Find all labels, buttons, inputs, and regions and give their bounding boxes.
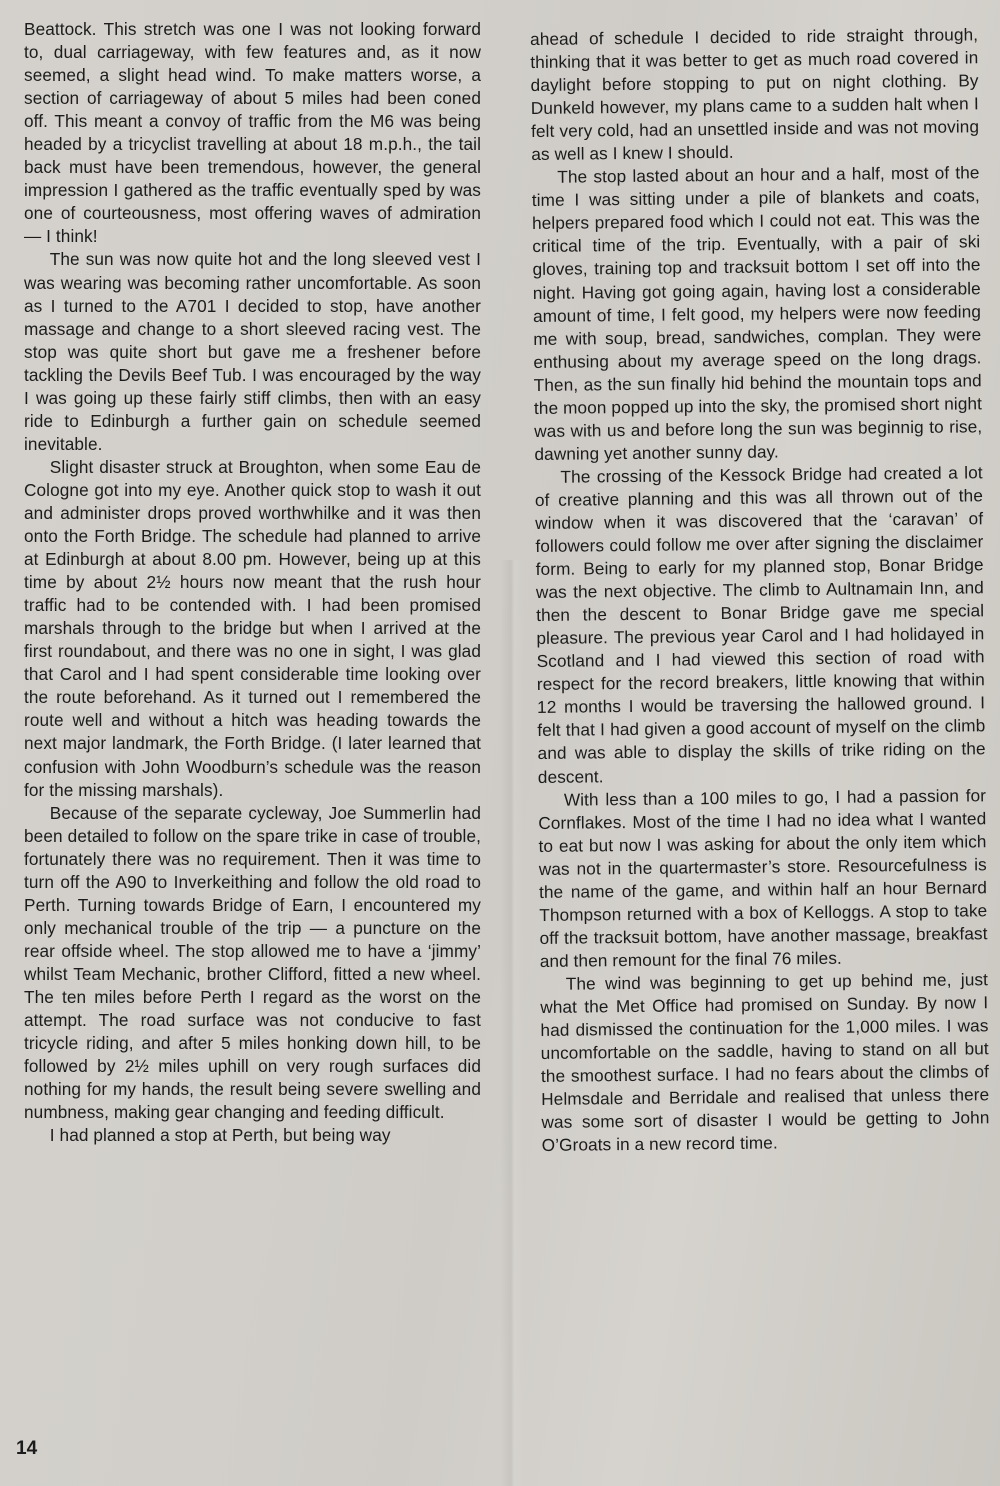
left-paragraph-1: Beattock. This stretch was one I was not looking forward to, dual carriageway, with few features and, as it now seemed, a slight head wind. To make matters worse, a section of carriageway of about 5 miles had been coned off. This meant a convoy of traffic from the M6 was being headed by a tricyclist travelling at about 18 m.p.h., the tail back must have been tremendous, however, the general impression I gathered as the traffic eventually sped by was one of courteousness, most offering waves of admiration — I think! <box>24 19 481 247</box>
right-paragraph-2: The stop lasted about an hour and a half, most of the time I was sitting under a pile of blankets and coats, helpers prepared food which I could not eat. This was the critical time of the trip. Eventually, with a pair of ski gloves, training top and tracksuit bottom I set off into the night. Having got going again, having lost a considerable amount of time, I felt good, my helpers were now feeding me with soup, bread, sandwiches, complan. They were enthusing about my average speed on the long drags. Then, as the sun finally hid behind the mountain tops and the moon popped up into the sky, the promised short night was with us and before long the sun was beginnig to rise, dawning yet another sunny day. <box>531 162 983 464</box>
page-number: 14 <box>16 1438 38 1459</box>
left-text-column <box>24 18 481 1147</box>
right-paragraph-5: The wind was beginning to get up behind me, just what the Met Office had promised on Sunday. By now I had dismissed the continuation for the 1,000 miles. I was uncomfortable on the saddle, having to stand on all but the smoothest surface. I had no fears about the climbs of Helmsdale and Berridale and realised that unless there was some sort of disaster I would be getting to John O’Groats in a new record time. <box>540 969 990 1156</box>
right-paragraph-4: With less than a 100 miles to go, I had a passion for Cornflakes. Most of the time I had no idea what I wanted to eat but now I was asking for about the only item which was not in the quartermaster’s store. Resourcefulness is the name of the game, and within half an hour Bernard Thompson returned with a box of Kelloggs. A stop to take off the tracksuit bottom, have another massage, breakfast and then remount for the final 76 miles. <box>538 784 988 971</box>
left-paragraph-4: Because of the separate cycleway, Joe Summerlin had been detailed to follow on the spare trike in case of trouble, fortunately there was no requirement. Then it was time to turn off the A90 to Inverkeithing and follow the old road to Perth. Turning towards Bridge of Earn, I encountered my only mechanical trouble of the trip — a puncture on the rear offside wheel. The stop allowed me to have a ‘jimmy’ whilst Team Mechanic, brother Clifford, fitted a new wheel. The ten miles before Perth I regard as the worst on the attempt. The road surface was not conducive to fast tricycle riding, and after 5 miles honking down hill, to be followed by 2½ miles uphill on very rough surfaces did nothing for my hands, the result being severe swelling and numbness, making gear changing and feeding difficult. <box>24 802 481 1123</box>
left-paragraph-5: I had planned a stop at Perth, but being way <box>49 1125 391 1146</box>
right-text-column <box>530 23 990 1157</box>
page-fold-crease <box>500 560 524 1486</box>
left-paragraph-3: Slight disaster struck at Broughton, when some Eau de Cologne got into my eye. Another quick stop to wash it out and administer drops proved worthwhilke and it was then onto the Forth Bridge. The schedule had planned to arrive at Edinburgh at about 8.00 pm. However, being up at this time by about 2½ hours now meant that the rush hour traffic had to be contended with. I had been promised marshals through to the bridge but when I arrived at the first roundabout, and there was no one in sight, I was glad that Carol and I had spent considerable time looking over the route beforehand. As it turned out I remembered the route well and without a hitch was heading towards the next major landmark, the Forth Bridge. (I later learned that confusion with John Woodburn’s schedule was the reason for the missing marshals). <box>24 456 481 800</box>
right-paragraph-3: The crossing of the Kessock Bridge had created a lot of creative planning and this was all thrown out of the window when it was discovered that the ‘caravan’ of followers could follow me over after signing the disclaimer form. Being to early for my planned stop, Bonar Bridge was the next objective. The climb to Aultnamain Inn, and then the descent to Bonar Bridge gave me special pleasure. The previous year Carol and I had holidayed in Scotland and I had viewed this section of road with respect for the record breakers, little knowing that within 12 months I would be traversing the hallowed ground. I felt that I had given a good account of myself on the climb and was able to display the skills of trike riding on the descent. <box>534 462 986 787</box>
left-paragraph-2: The sun was now quite hot and the long sleeved vest I was wearing was becoming rather uncomfortable. As soon as I turned to the A701 I decided to stop, have another massage and change to a short sleeved racing vest. The stop was quite short but gave me a freshener before tackling the Devils Beef Tub. I was encouraged by the way I was going up these fairly stiff climbs, then with an easy ride to Edinburgh a further gain on schedule seemed inevitable. <box>24 249 481 454</box>
right-paragraph-1: ahead of schedule I decided to ride straight through, thinking that it was better to get as much road covered in daylight before stopping to put on night clothing. By Dunkeld however, my plans came to a sudden halt when I felt very cold, had an unsettled inside and was not moving as well as I knew I should. <box>530 24 980 165</box>
